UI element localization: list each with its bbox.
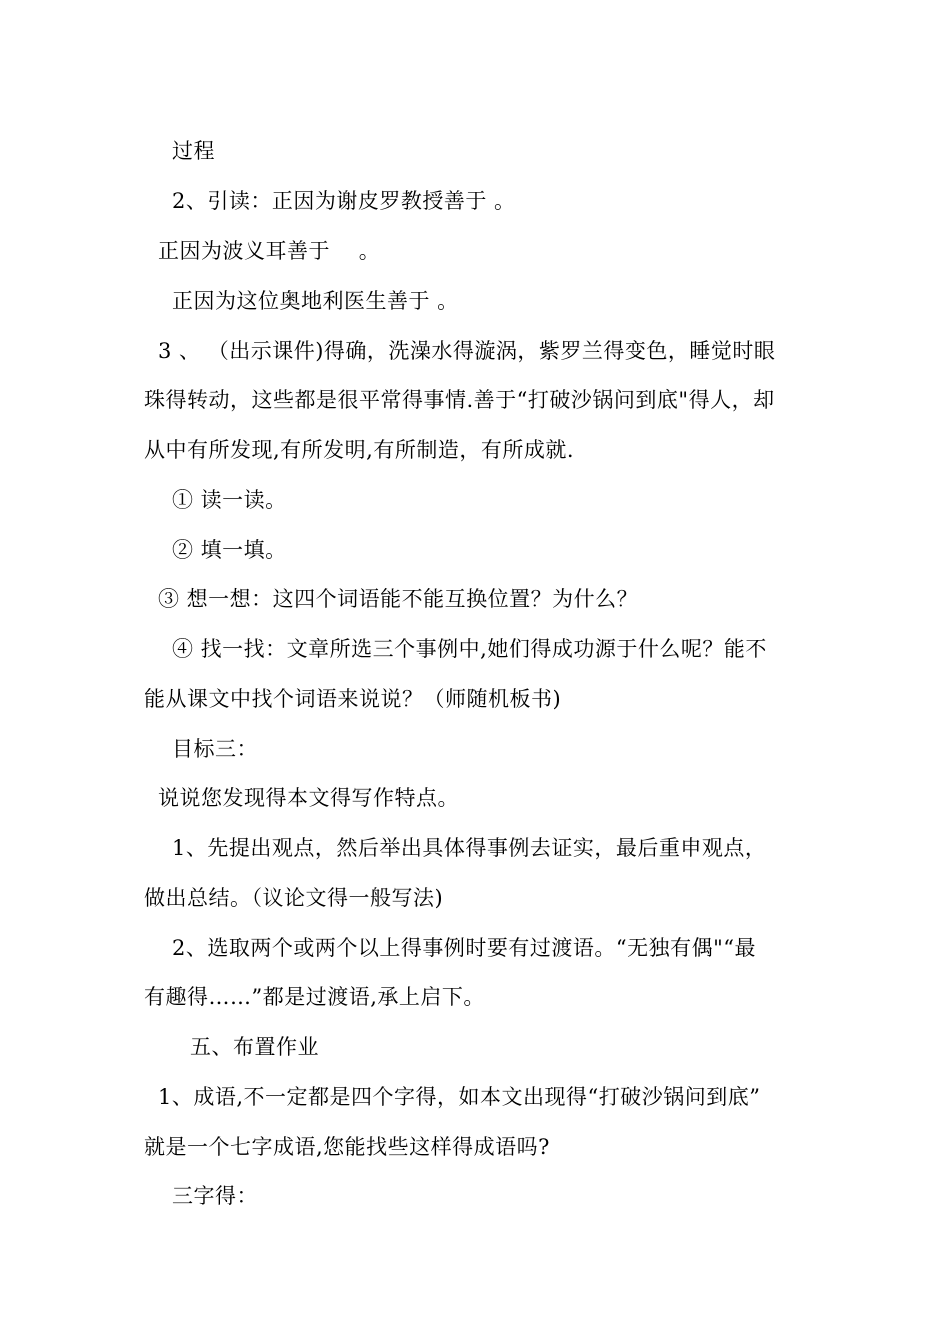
text-line-item-3-cont: 珠得转动，这些都是很平常得事情.善于“打破沙锅问到底"得人，却 (144, 388, 775, 412)
text-line-writing-features: 说说您发现得本文得写作特点。 (158, 786, 459, 810)
text-line-process: 过程 (172, 139, 215, 163)
text-line-item-3-end: 从中有所发现,有所发明,有所制造，有所成就. (144, 438, 575, 462)
text-line-fill: ② 填一填。 (172, 538, 287, 562)
text-line-boyle: 正因为波义耳善于 。 (158, 239, 381, 263)
text-line-feature-2-cont: 有趣得……”都是过渡语,承上启下。 (144, 985, 485, 1009)
text-line-feature-1: 1、先提出观点，然后举出具体得事例去证实，最后重申观点， (172, 836, 767, 860)
text-line-read: ① 读一读。 (172, 488, 287, 512)
text-line-homework-1: 1、成语,不一定都是四个字得，如本文出现得“打破沙锅问到底” (158, 1085, 761, 1109)
text-line-goal-three: 目标三： (172, 737, 258, 761)
text-line-austrian-doctor: 正因为这位奥地利医生善于 。 (172, 289, 459, 313)
text-line-three-char: 三字得： (172, 1184, 258, 1208)
text-line-guided-reading: 2、引读：正因为谢皮罗教授善于 。 (172, 189, 516, 213)
text-line-item-3-start: 3 、 （出示课件)得确，洗澡水得漩涡，紫罗兰得变色，睡觉时眼 (158, 339, 776, 363)
text-line-think: ③ 想一想：这四个词语能不能互换位置？为什么？ (158, 587, 639, 611)
text-line-find-cont: 能从课文中找个词语来说说？（师随机板书) (144, 687, 562, 711)
text-line-feature-2: 2、选取两个或两个以上得事例时要有过渡语。“无独有偶"“最 (172, 936, 756, 960)
text-line-homework-1-cont: 就是一个七字成语,您能找些这样得成语吗? (144, 1135, 550, 1159)
section-heading-homework: 五、布置作业 (190, 1035, 319, 1059)
text-line-feature-1-cont: 做出总结。（议论文得一般写法) (144, 886, 444, 910)
text-line-find: ④ 找一找：文章所选三个事例中,她们得成功源于什么呢？能不 (172, 637, 767, 661)
